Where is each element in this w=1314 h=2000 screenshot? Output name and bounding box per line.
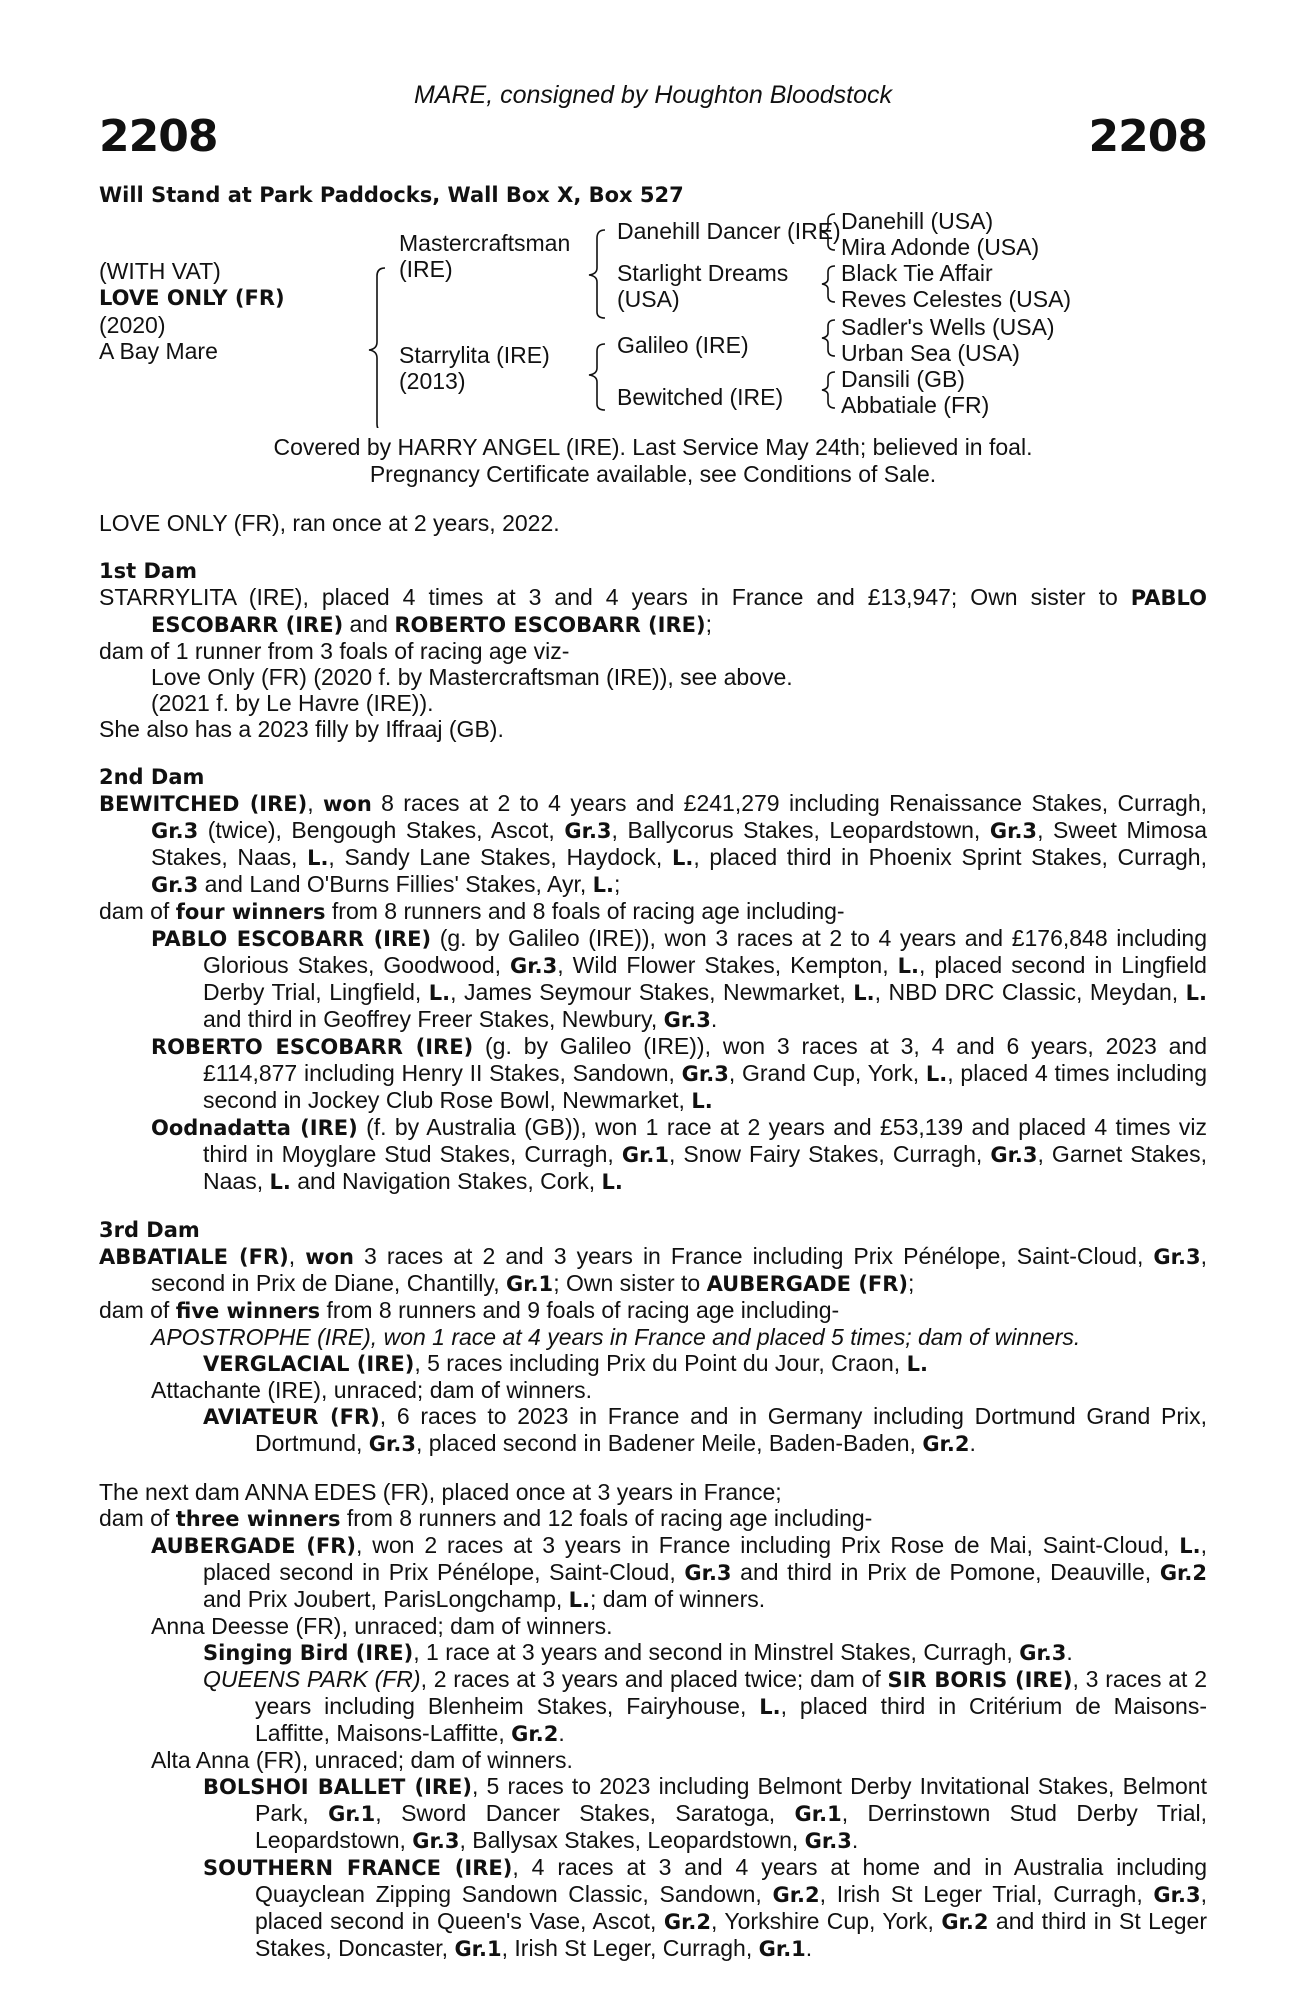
produce-item: Singing Bird (IRE), 1 race at 3 years and second in Minstrel Stakes, Curragh, Gr.3. xyxy=(203,1639,1073,1665)
third-dam-summary: ABBATIALE (FR), won 3 races at 2 and 3 years in France including Prix Pénélope, Saint-Cloud, Gr.3, second in Prix de Diane, Chantilly, Gr.1; Own sister to AUBERGADE (FR); xyxy=(99,1243,1208,1296)
produce-item: APOSTROPHE (IRE), won 1 race at 4 years in France and placed 5 times; dam of winners. xyxy=(151,1324,1081,1350)
produce-item: Love Only (FR) (2020 f. by Mastercraftsman (IRE)), see above. xyxy=(151,664,793,690)
produce-item: AVIATEUR (FR), 6 races to 2023 in France and in Germany including Dortmund Grand Prix, Dortmund, Gr.3, placed second in Badener Meile, Baden-Baden, Gr.2. xyxy=(203,1403,1207,1456)
first-dam-summary: STARRYLITA (IRE), placed 4 times at 3 and 4 years in France and £13,947; Own sister to PABLO ESCOBARR (IRE) and ROBERTO ESCOBARR (IRE); xyxy=(99,584,1207,637)
third-dam-section xyxy=(99,1217,1207,1457)
grandparent-5: Sadler's Wells (USA) xyxy=(841,314,1055,340)
grandparent-4: Reves Celestes (USA) xyxy=(841,286,1072,312)
grandparent-3: Black Tie Affair xyxy=(841,260,993,286)
dam-year: (2013) xyxy=(399,368,466,394)
second-dam-produce-intro: dam of four winners from 8 runners and 8 foals of racing age including- xyxy=(99,898,845,924)
second-dam-summary: BEWITCHED (IRE), won 8 races at 2 to 4 years and £241,279 including Renaissance Stakes, Curragh, Gr.3 (twice), Bengough Stakes, Ascot, Gr.3, Ballycorus Stakes, Leopardstown, Gr.3, Sweet Mimosa Stakes, Naas, L., Sandy Lane Stakes, Haydock, L., placed third in Phoenix Sprint Stakes, Curragh, Gr.3 and Land O'Burns Fillies' Stakes, Ayr, L.; xyxy=(99,790,1208,897)
sire-name: Mastercraftsman xyxy=(399,230,571,256)
covering-info xyxy=(99,434,1207,488)
produce-item: (2021 f. by Le Havre (IRE)). xyxy=(151,690,434,716)
next-dam-summary: The next dam ANNA EDES (FR), placed once at 3 years in France; xyxy=(99,1479,782,1505)
pedigree-table xyxy=(99,208,1207,428)
grandparent-1: Danehill (USA) xyxy=(841,208,994,234)
produce-item: Attachante (IRE), unraced; dam of winners. xyxy=(151,1377,593,1403)
grandparent-7: Dansili (GB) xyxy=(841,366,965,392)
sire-dam-country: (USA) xyxy=(617,286,680,312)
produce-item: Anna Deesse (FR), unraced; dam of winners. xyxy=(151,1613,613,1639)
second-dam-section xyxy=(99,764,1207,1195)
produce-item: QUEENS PARK (FR), 2 races at 3 years and placed twice; dam of SIR BORIS (IRE), 3 races at 2 years including Blenheim Stakes, Fairyhouse, L., placed third in Critérium de Maisons-Laffitte, Maisons-Laffitte, Gr.2. xyxy=(203,1666,1207,1746)
covered-line-2: Pregnancy Certificate available, see Conditions of Sale. xyxy=(369,461,937,487)
produce-item: Oodnadatta (IRE) (f. by Australia (GB)), won 1 race at 2 years and £53,139 and placed 4 times viz third in Moyglare Stud Stakes, Curragh, Gr.1, Snow Fairy Stakes, Curragh, Gr.3, Garnet Stakes, Naas, L. and Navigation Stakes, Cork, L. xyxy=(151,1114,1207,1194)
vat-note: (WITH VAT) xyxy=(99,258,221,284)
second-dam-heading: 2nd Dam xyxy=(99,765,205,789)
covered-line-1: Covered by HARRY ANGEL (IRE). Last Service May 24th; believed in foal. xyxy=(273,434,1033,460)
consignment-line: MARE, consigned by Houghton Bloodstock xyxy=(413,81,893,109)
grandparent-2: Mira Adonde (USA) xyxy=(841,234,1040,260)
sire-country: (IRE) xyxy=(399,256,453,282)
horse-year: (2020) xyxy=(99,312,166,338)
next-dam-produce-intro: dam of three winners from 8 runners and 12 foals of racing age including- xyxy=(99,1505,873,1531)
produce-item: VERGLACIAL (IRE), 5 races including Prix du Point du Jour, Craon, L. xyxy=(203,1350,928,1376)
dam-dam: Bewitched (IRE) xyxy=(617,384,784,410)
produce-item: Alta Anna (FR), unraced; dam of winners. xyxy=(151,1747,573,1773)
dam-sire: Galileo (IRE) xyxy=(617,332,749,358)
horse-description: A Bay Mare xyxy=(99,338,218,364)
produce-item: ROBERTO ESCOBARR (IRE) (g. by Galileo (IRE)), won 3 races at 3, 4 and 6 years, 2023 and £114,877 including Henry II Stakes, Sandown, Gr.3, Grand Cup, York, L., placed 4 times including second in Jockey Club Rose Bowl, Newmarket, L. xyxy=(151,1033,1207,1113)
third-dam-heading: 3rd Dam xyxy=(99,1218,200,1242)
produce-item: BOLSHOI BALLET (IRE), 5 races to 2023 including Belmont Derby Invitational Stakes, Belmont Park, Gr.1, Sword Dancer Stakes, Saratoga, Gr.1, Derrinstown Stud Derby Trial, Leopardstown, Gr.3, Ballysax Stakes, Leopardstown, Gr.3. xyxy=(203,1773,1207,1853)
grandparent-6: Urban Sea (USA) xyxy=(841,340,1020,366)
produce-item: SOUTHERN FRANCE (IRE), 4 races at 3 and 4 years at home and in Australia including Quayclean Zipping Sandown Classic, Sandown, Gr.2, Irish St Leger Trial, Curragh, Gr.3, placed second in Queen's Vase, Ascot, Gr.2, Yorkshire Cup, York, Gr.2 and third in St Leger Stakes, Doncaster, Gr.1, Irish St Leger, Curragh, Gr.1. xyxy=(203,1854,1207,1961)
horse-name: LOVE ONLY (FR) xyxy=(99,286,285,310)
produce-item: PABLO ESCOBARR (IRE) (g. by Galileo (IRE)), won 3 races at 2 to 4 years and £176,848 including Glorious Stakes, Goodwood, Gr.3, Wild Flower Stakes, Kempton, L., placed second in Lingfield Derby Trial, Lingfield, L., James Seymour Stakes, Newmarket, L., NBD DRC Classic, Meydan, L. and third in Geoffrey Freer Stakes, Newbury, Gr.3. xyxy=(151,925,1208,1032)
next-dam-section xyxy=(99,1479,1207,1962)
lot-number-right: 2208 xyxy=(1088,111,1207,162)
produce-item: AUBERGADE (FR), won 2 races at 3 years in France including Prix Rose de Mai, Saint-Cloud, L., placed second in Prix Pénélope, Saint-Cloud, Gr.3 and third in Prix de Pomone, Deauville, Gr.2 and Prix Joubert, ParisLongchamp, L.; dam of winners. xyxy=(151,1532,1208,1612)
lot-number-left: 2208 xyxy=(99,111,218,162)
sire-dam-name: Starlight Dreams xyxy=(617,260,789,286)
sire-sire: Danehill Dancer (IRE) xyxy=(617,218,841,244)
first-dam-note: She also has a 2023 filly by Iffraaj (GB). xyxy=(99,716,504,742)
catalogue-page xyxy=(99,80,1207,1962)
third-dam-produce-intro: dam of five winners from 8 runners and 9 foals of racing age including- xyxy=(99,1297,840,1323)
stand-location: Will Stand at Park Paddocks, Wall Box X, Box 527 xyxy=(99,183,684,207)
lot-number-row xyxy=(99,111,1207,162)
first-dam-section xyxy=(99,558,1207,742)
first-dam-heading: 1st Dam xyxy=(99,559,197,583)
race-record: LOVE ONLY (FR), ran once at 2 years, 2022. xyxy=(99,510,560,536)
grandparent-8: Abbatiale (FR) xyxy=(841,392,990,418)
dam-name: Starrylita (IRE) xyxy=(399,342,550,368)
first-dam-produce-intro: dam of 1 runner from 3 foals of racing age viz- xyxy=(99,638,570,664)
